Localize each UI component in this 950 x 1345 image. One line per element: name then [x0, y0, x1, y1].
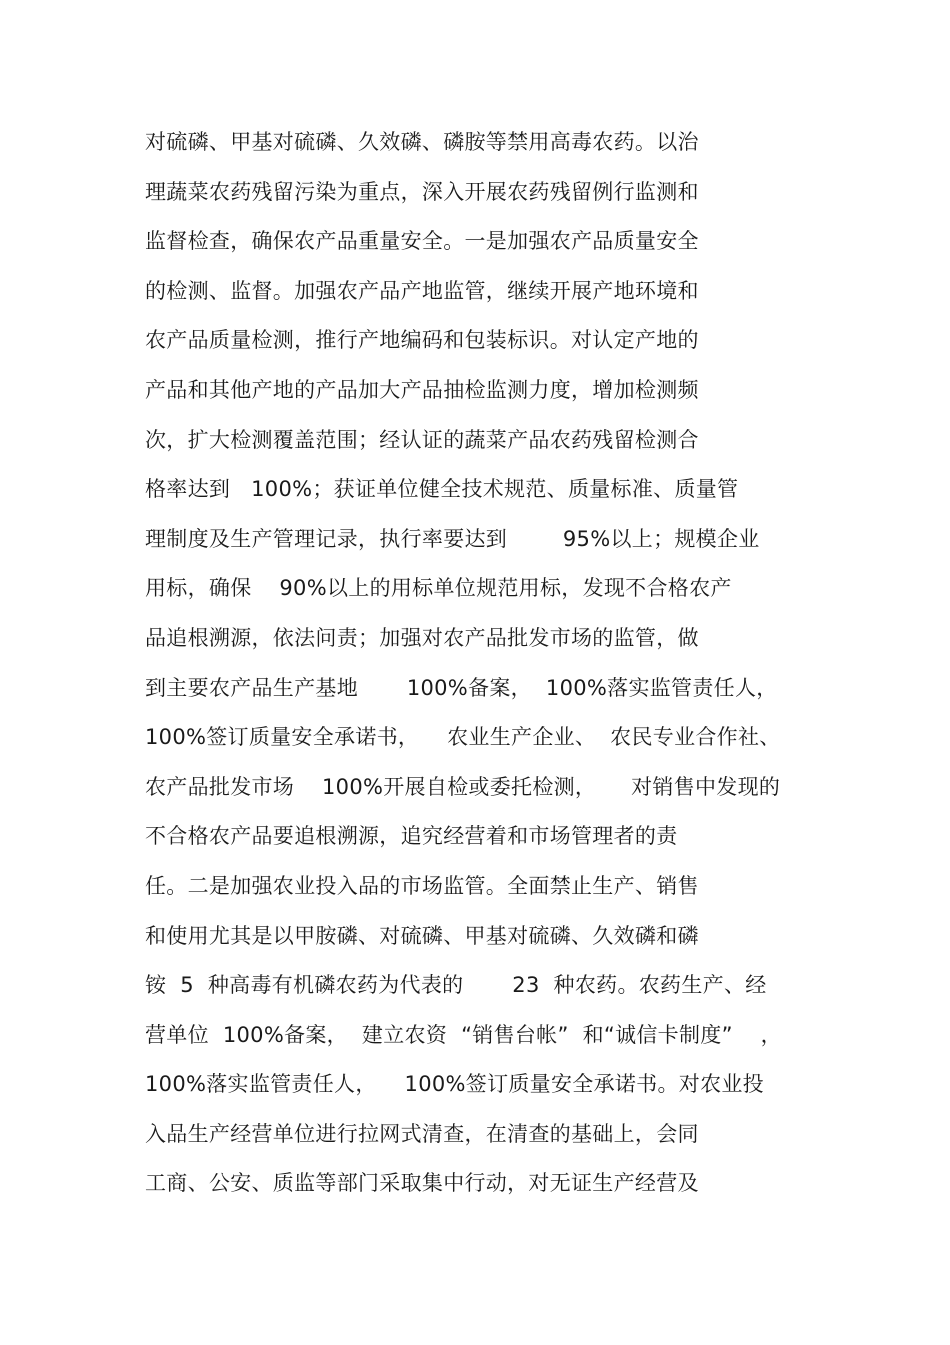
text-line-4: 的检测、监督。加强农产品产地监管，继续开展产地环境和	[145, 278, 699, 303]
text-line-10: 用标，确保 90%以上的用标单位规范用标，发现不合格农产	[145, 576, 732, 601]
text-line-5: 农产品质量检测，推行产地编码和包装标识。对认定产地的	[145, 328, 699, 353]
body-text	[145, 122, 825, 1213]
text-line-6: 产品和其他产地的产品加大产品抽检监测力度，增加检测频	[145, 377, 699, 402]
text-line-3: 监督检查，确保农产品重量安全。一是加强农产品质量安全	[145, 229, 699, 254]
text-line-19: 营单位 100%备案， 建立农资 “销售台帐” 和“诚信卡制度” ，	[145, 1022, 782, 1047]
text-line-1: 对硫磷、甲基对硫磷、久效磷、磷胺等禁用高毒农药。以治	[145, 130, 699, 154]
text-line-22: 工商、公安、质监等部门采取集中行动，对无证生产经营及	[145, 1171, 699, 1196]
text-line-7: 次，扩大检测覆盖范围；经认证的蔬菜产品农药残留检测合	[145, 427, 699, 452]
text-line-14: 农产品批发市场 100%开展自检或委托检测， 对销售中发现的	[145, 774, 781, 799]
text-line-9: 理制度及生产管理记录，执行率要达到 95%以上；规模企业	[145, 526, 760, 551]
text-line-11: 品追根溯源，依法问责；加强对农产品批发市场的监管，做	[145, 625, 699, 650]
text-line-18: 铵 5 种高毒有机磷农药为代表的 23 种农药。农药生产、经	[145, 973, 767, 998]
text-line-15: 不合格农产品要追根溯源，追究经营着和市场管理者的责	[145, 824, 678, 849]
text-line-20: 100%落实监管责任人， 100%签订质量安全承诺书。对农业投	[145, 1072, 764, 1097]
text-line-16: 任。二是加强农业投入品的市场监管。全面禁止生产、销售	[145, 873, 699, 898]
text-line-2: 理蔬菜农药残留污染为重点，深入开展农药残留例行监测和	[145, 179, 699, 204]
text-line-21: 入品生产经营单位进行拉网式清查，在清查的基础上，会同	[145, 1121, 699, 1146]
text-line-13: 100%签订质量安全承诺书， 农业生产企业、 农民专业合作社、	[145, 725, 781, 750]
text-line-12: 到主要农产品生产基地 100%备案， 100%落实监管责任人，	[145, 675, 778, 700]
text-line-17: 和使用尤其是以甲胺磷、对硫磷、甲基对硫磷、久效磷和磷	[145, 923, 699, 948]
text-line-8: 格率达到 100%；获证单位健全技术规范、质量标准、质量管	[145, 477, 739, 502]
